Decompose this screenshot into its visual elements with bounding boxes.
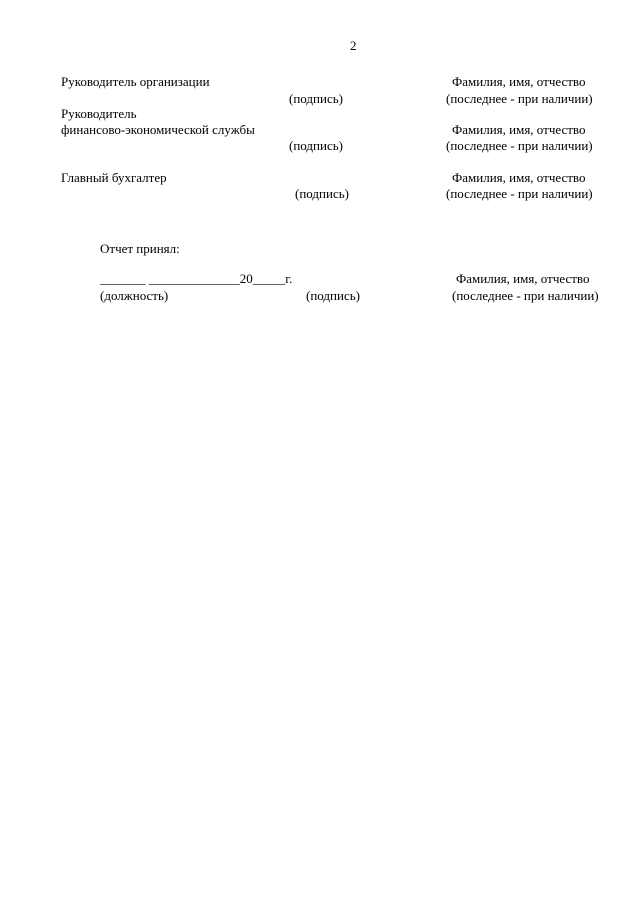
signature-caption: (подпись) bbox=[289, 91, 343, 106]
name-note: (последнее - при наличии) bbox=[446, 138, 593, 153]
page-number: 2 bbox=[350, 38, 357, 53]
report-accepted-heading: Отчет принял: bbox=[100, 241, 180, 256]
signature-caption: (подпись) bbox=[289, 138, 343, 153]
name-note: (последнее - при наличии) bbox=[446, 186, 593, 201]
role-head-finance-line-1: Руководитель bbox=[61, 106, 137, 121]
role-head-of-organization: Руководитель организации bbox=[61, 74, 210, 89]
name-label: Фамилия, имя, отчество bbox=[456, 271, 590, 286]
signature-caption: (подпись) bbox=[306, 288, 360, 303]
name-note: (последнее - при наличии) bbox=[446, 91, 593, 106]
signature-caption: (подпись) bbox=[295, 186, 349, 201]
name-label: Фамилия, имя, отчество bbox=[452, 170, 586, 185]
role-head-finance-line-2: финансово-экономической службы bbox=[61, 122, 255, 137]
date-fill-line: _______ ______________20_____г. bbox=[100, 271, 293, 286]
position-caption: (должность) bbox=[100, 288, 169, 303]
name-label: Фамилия, имя, отчество bbox=[452, 122, 586, 137]
name-note: (последнее - при наличии) bbox=[452, 288, 599, 303]
name-label: Фамилия, имя, отчество bbox=[452, 74, 586, 89]
role-chief-accountant: Главный бухгалтер bbox=[61, 170, 167, 185]
